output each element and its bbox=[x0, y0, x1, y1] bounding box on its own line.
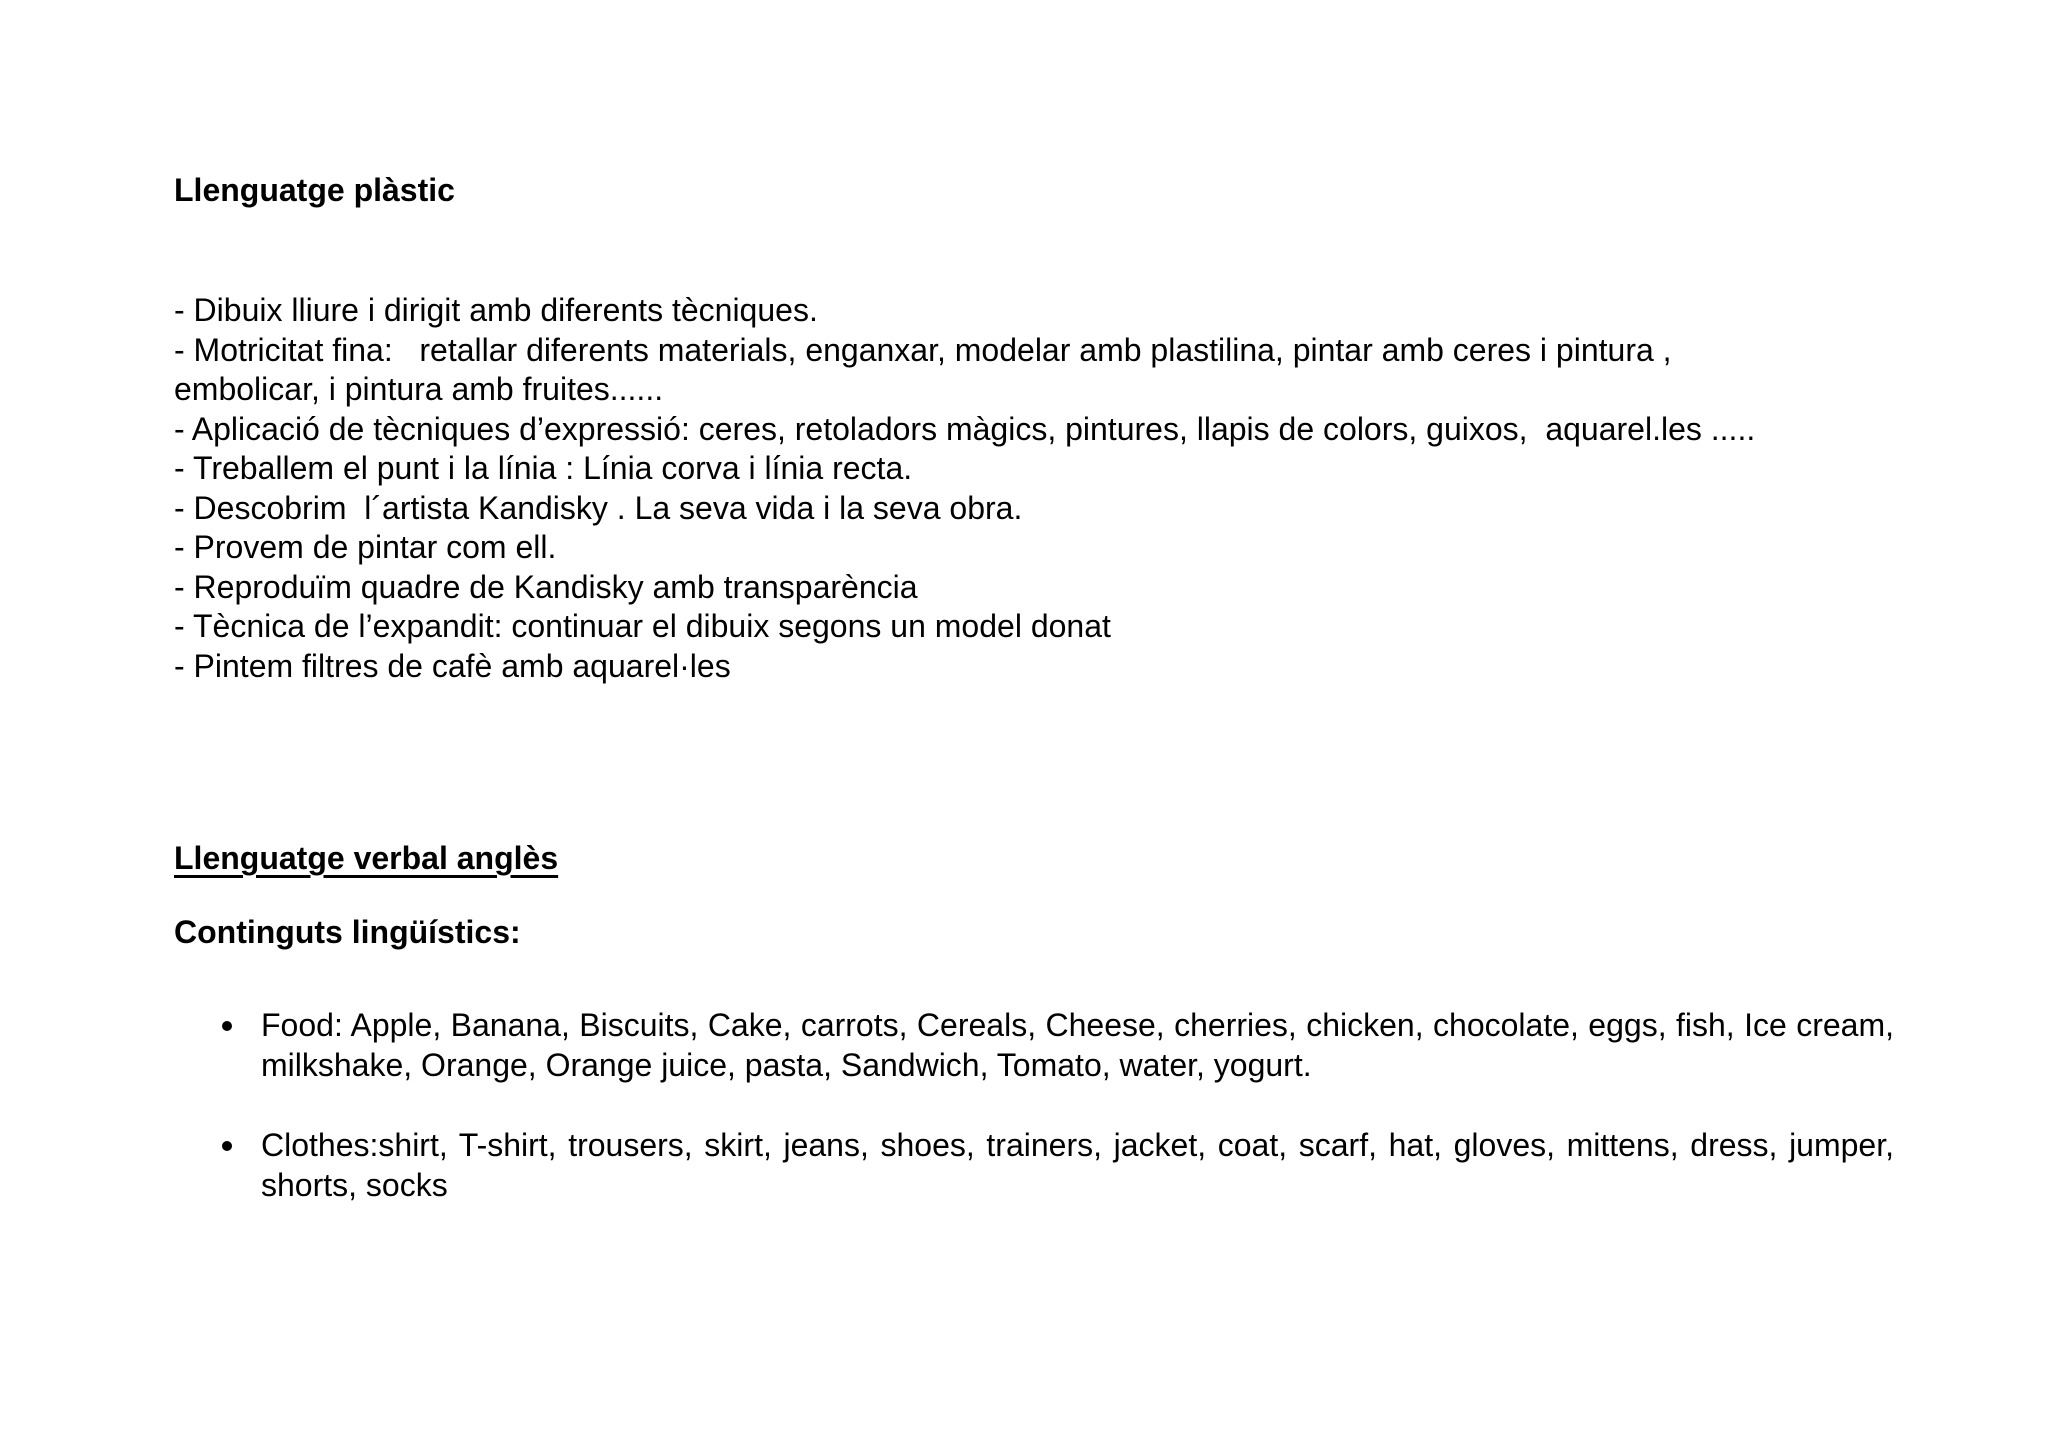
list-item: - Dibuix lliure i dirigit amb diferents tècniques. bbox=[174, 292, 818, 328]
bullet-item-clothes bbox=[174, 1126, 1894, 1205]
bullet-text: Food: Apple, Banana, Biscuits, Cake, carrots, Cereals, Cheese, cherries, chicken, chocolate, eggs, fish, Ice cream, milkshake, Orange, Orange juice, pasta, Sandwich, Tomato, water, yogurt. bbox=[261, 1007, 1894, 1083]
list-item: - Reproduïm quadre de Kandisky amb transparència bbox=[174, 568, 918, 605]
list-item: - Pintem filtres de cafè amb aquarel·les bbox=[174, 647, 731, 684]
list-item: - Aplicació de tècniques d’expressió: ceres, retoladors màgics, pintures, llapis de colors, guixos, aquarel.les ..... bbox=[174, 410, 1756, 447]
list-item: - Provem de pintar com ell. bbox=[174, 529, 557, 565]
list-item: - Descobrim l´artista Kandisky . La seva vida i la seva obra. bbox=[174, 489, 1023, 526]
bullet-list-clothes bbox=[174, 1126, 1894, 1205]
english-heading: Llenguatge verbal anglès bbox=[174, 840, 559, 876]
plastic-list bbox=[174, 291, 1894, 686]
bullet-text: Clothes:shirt, T-shirt, trousers, skirt, jeans, shoes, trainers, jacket, coat, scarf, hat, gloves, mittens, dress, jumper, shorts, socks bbox=[261, 1127, 1894, 1203]
bullet-dot-icon bbox=[222, 1141, 232, 1151]
bullet-list-food bbox=[174, 1006, 1894, 1085]
plastic-heading: Llenguatge plàstic bbox=[174, 172, 455, 208]
list-item: - Treballem el punt i la línia : Línia corva i línia recta. bbox=[174, 450, 913, 486]
bullet-item-food bbox=[174, 1006, 1894, 1085]
bullet-dot-icon bbox=[222, 1021, 232, 1031]
list-item: - Motricitat fina: retallar diferents materials, enganxar, modelar amb plastilina, pintar amb ceres i pintura , embolicar, i pintura amb fruites...... bbox=[174, 331, 1681, 407]
english-subheading: Continguts lingüístics: bbox=[174, 914, 521, 950]
list-item: - Tècnica de l’expandit: continuar el dibuix segons un model donat bbox=[174, 608, 1111, 644]
